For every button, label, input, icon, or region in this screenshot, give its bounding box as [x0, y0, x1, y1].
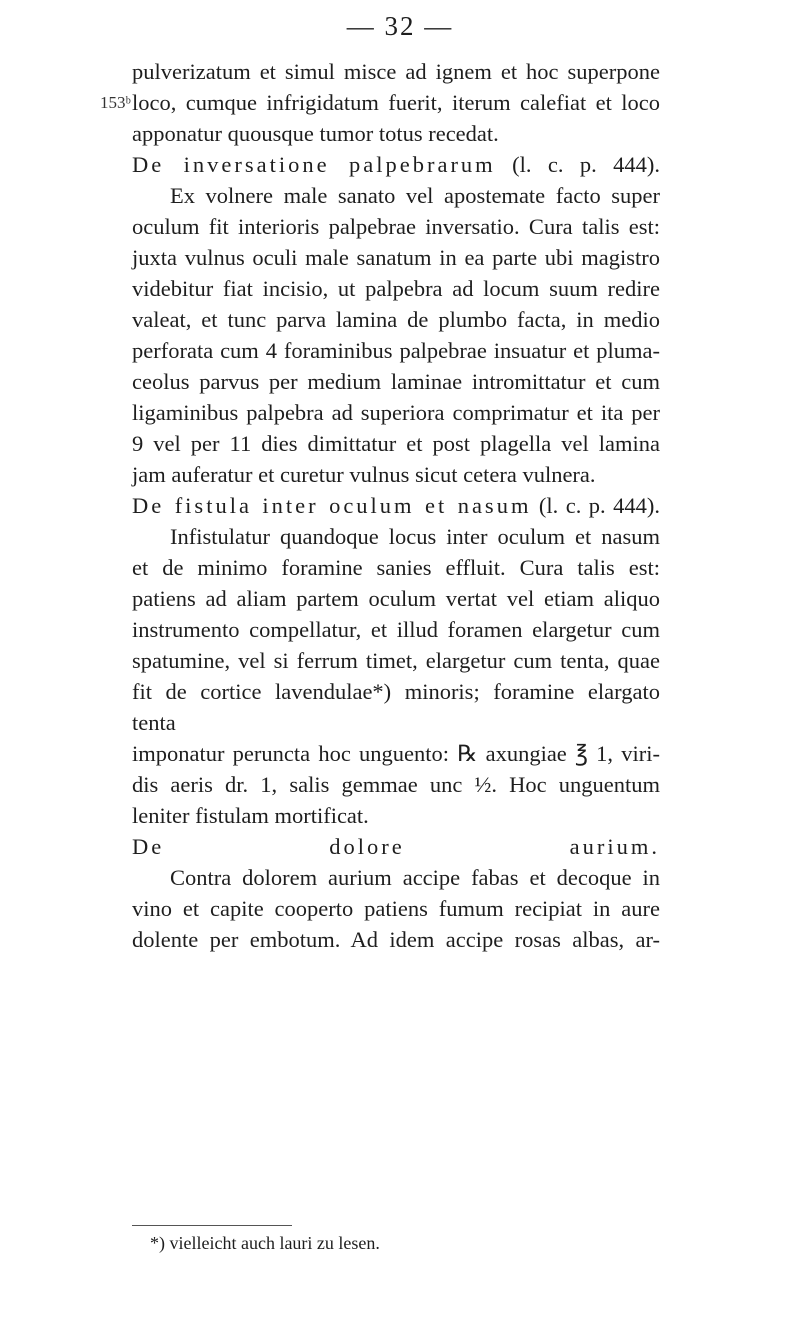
page-number: — 32 —: [346, 11, 454, 41]
text-line: oculum fit interioris palpebrae inversatio. Cura talis est:: [132, 214, 660, 239]
section-heading-fistula: [132, 490, 660, 521]
text-line: jam auferatur et curetur vulnus sicut cetera vulnera.: [132, 462, 596, 487]
text-block: [132, 56, 660, 955]
section-heading-ref: (l. c. p. 444).: [512, 152, 660, 177]
section-heading-inversatione: [132, 149, 660, 180]
text-line: ceolus parvus per medium laminae intromittatur et cum: [132, 369, 660, 394]
text-line: pulverizatum et simul misce ad ignem et hoc superpone: [132, 59, 660, 84]
text-line: 9 vel per 11 dies dimittatur et post plagella vel lamina: [132, 431, 660, 456]
text-line: ligaminibus palpebra ad superiora comprimatur et ita per: [132, 400, 660, 425]
text-line: instrumento compellatur, et illud foramen elargetur cum: [132, 617, 660, 642]
text-line: et de minimo foramine sanies effluit. Cura talis est:: [132, 555, 660, 580]
text-line: fit de cortice lavendulae*) minoris; foramine elargato tenta: [132, 679, 660, 735]
footnote-divider: [132, 1225, 292, 1226]
section-heading-title: De fistula inter oculum et nasum: [132, 493, 532, 518]
text-line: loco, cumque infrigidatum fuerit, iterum calefiat et loco: [132, 90, 660, 115]
text-line: vino et capite cooperto patiens fumum recipiat in aure: [132, 896, 660, 921]
text-line: patiens ad aliam partem oculum vertat vel etiam aliquo: [132, 586, 660, 611]
footnote: *) vielleicht auch lauri zu lesen.: [150, 1233, 380, 1253]
section-heading-ref: (l. c. p. 444).: [538, 493, 660, 518]
text-line: perforata cum 4 foraminibus palpebrae insuatur et pluma-: [132, 338, 660, 363]
section-heading-aurium: [132, 831, 660, 862]
text-line: dis aeris dr. 1, salis gemmae unc ½. Hoc unguentum: [132, 772, 660, 797]
paragraph-intro: [132, 56, 660, 149]
section-heading-title: De inversatione palpebrarum: [132, 152, 496, 177]
text-line: valeat, et tunc parva lamina de plumbo facta, in medio: [132, 307, 660, 332]
text-line: spatumine, vel si ferrum timet, elargetur cum tenta, quae: [132, 648, 660, 673]
text-line: Infistulatur quandoque locus inter oculum et nasum: [170, 524, 660, 549]
text-line: Contra dolorem aurium accipe fabas et decoque in: [170, 865, 660, 890]
text-line: Ex volnere male sanato vel apostemate facto super: [170, 183, 660, 208]
margin-note: 153ᵇ: [100, 93, 131, 112]
text-line: videbitur fiat incisio, ut palpebra ad locum suum redire: [132, 276, 660, 301]
paragraph-inversatione: [132, 180, 660, 490]
paragraph-aurium: [132, 862, 660, 955]
paragraph-fistula: [132, 521, 660, 831]
section-heading-title: De dolore aurium.: [132, 834, 660, 859]
text-line: leniter fistulam mortificat.: [132, 803, 369, 828]
text-line: apponatur quousque tumor totus recedat.: [132, 121, 499, 146]
text-line: imponatur peruncta hoc unguento: ℞ axungiae ℥ 1, viri-: [132, 741, 660, 766]
text-line: juxta vulnus oculi male sanatum in ea parte ubi magistro: [132, 245, 660, 270]
text-line: dolente per embotum. Ad idem accipe rosas albas, ar-: [132, 927, 660, 952]
